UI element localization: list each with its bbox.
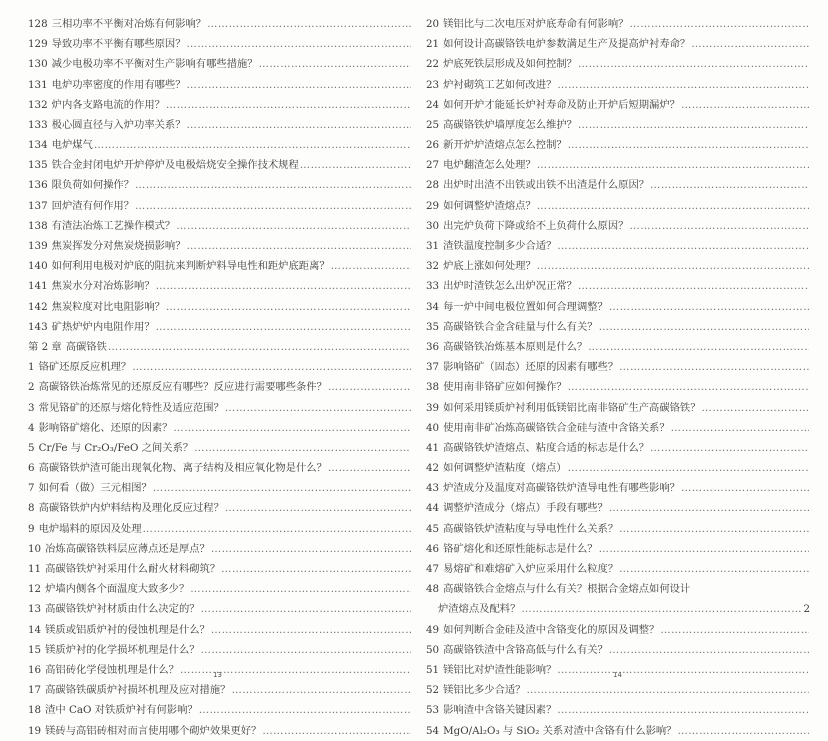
toc-entry[interactable] bbox=[426, 95, 810, 115]
toc-entry[interactable] bbox=[28, 519, 412, 539]
toc-entry[interactable] bbox=[426, 196, 810, 216]
dot-leader bbox=[568, 377, 809, 397]
toc-entry[interactable] bbox=[28, 176, 412, 196]
toc-entry[interactable] bbox=[426, 700, 810, 720]
toc-entry-number: 14 bbox=[28, 623, 42, 636]
toc-entry[interactable] bbox=[28, 559, 412, 579]
toc-entry-title: 如何看（做）三元相图？ bbox=[38, 482, 152, 495]
toc-entry-number: 22 bbox=[426, 58, 440, 71]
toc-entry-title: 影响渣中含铬关键因素？ bbox=[443, 704, 557, 717]
toc-entry-number: 12 bbox=[28, 583, 42, 596]
toc-entry-title: 电炉煤气 bbox=[51, 139, 93, 152]
dot-leader bbox=[187, 236, 411, 256]
dot-leader bbox=[599, 539, 809, 559]
dot-leader bbox=[201, 640, 411, 660]
toc-entry-title: 影响铬矿熔化、还原的因素？ bbox=[38, 421, 173, 434]
toc-entry-title: 使用南非矿冶炼高碳铬铁合金硅与渣中含铬关系？ bbox=[443, 421, 670, 434]
toc-entry-title: 高碳铬铁炉衬材质由什么决定的？ bbox=[45, 603, 200, 616]
toc-entry-number: 16 bbox=[28, 663, 42, 676]
toc-entry[interactable] bbox=[28, 620, 412, 640]
toc-entry-number: 54 bbox=[426, 724, 440, 737]
toc-entry[interactable] bbox=[426, 640, 810, 660]
toc-entry[interactable] bbox=[28, 14, 412, 34]
toc-entry-title: 如何调整炉渣粘度（熔点） bbox=[443, 462, 567, 475]
toc-entry-number: 53 bbox=[426, 704, 440, 717]
dot-leader bbox=[557, 700, 809, 720]
toc-entry-title: 电炉功率密度的作用有哪些？ bbox=[51, 78, 186, 91]
toc-entry-title: 焦炭挥发分对焦炭烧损影响？ bbox=[51, 240, 186, 253]
toc-entry-number: 46 bbox=[426, 542, 440, 555]
toc-entry[interactable] bbox=[28, 721, 412, 741]
dot-leader bbox=[166, 95, 411, 115]
toc-entry-title: 焦炭水分对冶炼影响？ bbox=[51, 280, 155, 293]
toc-entry-title: 铁合金封闭电炉开炉停炉及电极焙烧安全操作技术规程 bbox=[51, 159, 299, 172]
toc-entry-number: 143 bbox=[28, 320, 48, 333]
toc-entry-number: 44 bbox=[426, 502, 440, 515]
toc-entry-number: 25 bbox=[426, 118, 440, 131]
dot-leader bbox=[526, 680, 809, 700]
left-page-toc bbox=[28, 14, 412, 741]
toc-entry-title: 高碳铬铁炉渣熔点、粘度合适的标志是什么？ bbox=[443, 441, 650, 454]
toc-entry[interactable] bbox=[28, 317, 412, 337]
dot-leader bbox=[156, 276, 411, 296]
toc-entry-title: 高碳铬铁合金含硅量与什么有关？ bbox=[443, 320, 598, 333]
dot-leader bbox=[194, 438, 411, 458]
dot-leader bbox=[578, 54, 809, 74]
dot-leader bbox=[262, 721, 411, 741]
toc-entry[interactable] bbox=[426, 176, 810, 196]
toc-entry-number: 48 bbox=[426, 583, 440, 596]
dot-leader bbox=[331, 256, 411, 276]
toc-entry-title: 矿热炉炉内电阻作用？ bbox=[51, 320, 155, 333]
dot-leader bbox=[671, 418, 809, 438]
dot-leader bbox=[537, 155, 809, 175]
dot-leader bbox=[578, 276, 809, 296]
toc-entry[interactable] bbox=[426, 620, 810, 640]
toc-entry[interactable] bbox=[28, 458, 412, 478]
dot-leader bbox=[537, 256, 809, 276]
toc-entry[interactable] bbox=[426, 499, 810, 519]
toc-entry-number: 140 bbox=[28, 260, 48, 273]
dot-leader bbox=[259, 54, 411, 74]
toc-entry-title: 高碳铬铁炉渣可能出现氧化物、离子结构及相应氧化物是什么？ bbox=[38, 462, 327, 475]
toc-entry-number: 32 bbox=[426, 260, 440, 273]
toc-entry-title: 炉渣成分及温度对高碳铬铁炉渣导电性有哪些影响？ bbox=[443, 482, 680, 495]
dot-leader bbox=[609, 297, 809, 317]
dot-leader bbox=[231, 680, 411, 700]
toc-entry[interactable] bbox=[28, 337, 412, 357]
toc-entry[interactable] bbox=[28, 700, 412, 720]
toc-entry-title: MgO/Al₂O₃ 与 SiO₂ 关系对渣中含铬有什么影响？ bbox=[443, 724, 677, 737]
toc-entry[interactable] bbox=[426, 377, 810, 397]
toc-entry-title: 电炉翻渣怎么处理？ bbox=[443, 159, 536, 172]
toc-entry-title: 高碳铬铁冶炼常见的还原反应有哪些？反应进行需要哪些条件？ bbox=[38, 381, 327, 394]
toc-entry[interactable] bbox=[28, 115, 412, 135]
toc-entry[interactable] bbox=[28, 75, 412, 95]
toc-entry-number: 10 bbox=[28, 542, 42, 555]
toc-entry-number: 9 bbox=[28, 522, 35, 535]
dot-leader bbox=[153, 478, 411, 498]
toc-entry-title: 炉墙内侧各个面温度大致多少？ bbox=[45, 583, 190, 596]
toc-entry-number: 39 bbox=[426, 401, 440, 414]
dot-leader bbox=[94, 135, 411, 155]
toc-entry[interactable] bbox=[426, 579, 810, 599]
dot-leader bbox=[578, 115, 809, 135]
toc-entry-number: 133 bbox=[28, 118, 48, 131]
toc-entry-title: 炉衬砌筑工艺如何改进？ bbox=[443, 78, 557, 91]
dot-leader bbox=[132, 357, 411, 377]
toc-entry-title: 镁砖与高铝砖相对而言使用哪个砌炉效果更好？ bbox=[45, 724, 262, 737]
toc-entry-title: 有渣法冶炼工艺操作模式？ bbox=[51, 219, 176, 232]
toc-entry-title: 常见铬矿的还原与熔化特性及适应范围？ bbox=[38, 401, 224, 414]
dot-leader bbox=[681, 95, 809, 115]
dot-leader bbox=[166, 297, 411, 317]
toc-entry-title: 炉渣熔点及配料？ bbox=[438, 603, 521, 616]
dot-leader bbox=[187, 115, 411, 135]
dot-leader bbox=[225, 499, 411, 519]
toc-entry-number: 37 bbox=[426, 361, 440, 374]
toc-entry-number: 47 bbox=[426, 563, 440, 576]
toc-entry-title: 渣中 CaO 对铁质炉衬有何影响？ bbox=[45, 704, 198, 717]
toc-entry-title: 高碳铬铁渣中含铬高低与什么有关？ bbox=[443, 643, 608, 656]
toc-entry-title: 导致功率不平衡有哪些原因？ bbox=[51, 38, 186, 51]
dot-leader bbox=[557, 75, 809, 95]
toc-entry-number: 29 bbox=[426, 199, 440, 212]
toc-entry-number: 139 bbox=[28, 240, 48, 253]
dot-leader bbox=[173, 418, 411, 438]
dot-leader bbox=[609, 499, 809, 519]
toc-entry-number: 11 bbox=[28, 563, 42, 576]
toc-entry-number: 13 bbox=[28, 603, 42, 616]
toc-entry-number: 138 bbox=[28, 219, 48, 232]
toc-entry-number: 2 bbox=[28, 381, 35, 394]
toc-entry-title: 镁铝比对炉渣性能影响？ bbox=[443, 663, 557, 676]
toc-entry[interactable] bbox=[28, 236, 412, 256]
toc-entry-title: 如何利用电极对炉底的阻抗来判断炉料导电性和距炉底距离？ bbox=[51, 260, 330, 273]
dot-leader bbox=[568, 458, 809, 478]
toc-entry[interactable] bbox=[426, 115, 810, 135]
toc-entry-title: 铬矿熔化和还原性能标志是什么？ bbox=[443, 542, 598, 555]
dot-leader bbox=[135, 176, 411, 196]
dot-leader bbox=[650, 176, 809, 196]
toc-entry-number: 27 bbox=[426, 159, 440, 172]
toc-entry-title: 镁铝比与二次电压对炉底寿命有何影响？ bbox=[443, 17, 629, 30]
toc-entry-number: 137 bbox=[28, 199, 48, 212]
toc-entry[interactable] bbox=[28, 95, 412, 115]
toc-entry-title: 出炉时出渣不出铁或出铁不出渣是什么原因？ bbox=[443, 179, 650, 192]
toc-entry[interactable] bbox=[426, 418, 810, 438]
dot-leader bbox=[143, 519, 411, 539]
toc-entry[interactable] bbox=[28, 539, 412, 559]
toc-entry-title: 炉内各支路电流的作用？ bbox=[51, 98, 165, 111]
toc-entry-number: 50 bbox=[426, 643, 440, 656]
toc-entry[interactable] bbox=[426, 34, 810, 54]
toc-entry-title: 高铝砖化学侵蚀机理是什么？ bbox=[45, 663, 179, 676]
toc-entry[interactable] bbox=[426, 478, 810, 498]
toc-entry-title: 炉底死铁层形成及如何控制？ bbox=[443, 58, 577, 71]
toc-entry[interactable] bbox=[28, 54, 412, 74]
toc-entry[interactable] bbox=[28, 579, 412, 599]
toc-entry-title: 如何开炉才能延长炉衬寿命及防止开炉后短期漏炉？ bbox=[443, 98, 680, 111]
toc-entry[interactable] bbox=[28, 398, 412, 418]
dot-leader bbox=[190, 579, 411, 599]
dot-leader bbox=[609, 640, 809, 660]
toc-entry-title: 回炉渣有何作用？ bbox=[51, 199, 135, 212]
toc-entry[interactable] bbox=[426, 256, 810, 276]
toc-entry-number: 19 bbox=[28, 724, 42, 737]
toc-entry[interactable] bbox=[28, 256, 412, 276]
toc-entry-title: 高碳铬铁碳质炉衬损坏机理及应对措施？ bbox=[45, 684, 231, 697]
toc-entry-number: 17 bbox=[28, 684, 42, 697]
toc-entry-number: 20 bbox=[426, 17, 440, 30]
toc-entry[interactable] bbox=[28, 438, 412, 458]
toc-entry-number: 1 bbox=[28, 361, 35, 374]
toc-entry-number: 7 bbox=[28, 482, 35, 495]
toc-entry[interactable] bbox=[426, 216, 810, 236]
dot-leader bbox=[187, 75, 411, 95]
toc-entry-title: 出炉时渣铁怎么出炉况正常？ bbox=[443, 280, 577, 293]
toc-entry-title: 镁质炉衬的化学损坏机理是什么？ bbox=[45, 643, 200, 656]
toc-entry-number: 5 bbox=[28, 441, 35, 454]
toc-entry[interactable] bbox=[28, 297, 412, 317]
toc-entry-number: 33 bbox=[426, 280, 440, 293]
dot-leader bbox=[201, 599, 411, 619]
toc-entry-title: 冶炼高碳铬铁料层应薄点还是厚点？ bbox=[45, 542, 210, 555]
dot-leader bbox=[225, 398, 411, 418]
toc-entry-number: 136 bbox=[28, 179, 48, 192]
toc-entry-number: 38 bbox=[426, 381, 440, 394]
toc-entry-number: 35 bbox=[426, 320, 440, 333]
toc-entry-number: 第 2 章 bbox=[28, 340, 62, 353]
toc-entry[interactable] bbox=[426, 135, 810, 155]
dot-leader bbox=[568, 135, 809, 155]
toc-entry[interactable] bbox=[28, 196, 412, 216]
dot-leader bbox=[660, 620, 809, 640]
toc-entry-number: 43 bbox=[426, 482, 440, 495]
toc-entry-title: Cr/Fe 与 Cr₂O₃/FeO 之间关系？ bbox=[38, 441, 194, 454]
toc-entry-number: 21 bbox=[426, 38, 440, 51]
dot-leader bbox=[557, 236, 809, 256]
toc-entry-number: 34 bbox=[426, 300, 440, 313]
toc-entry-number: 30 bbox=[426, 219, 440, 232]
toc-entry-title: 如何设计高碳铬铁电炉参数满足生产及提高炉衬寿命？ bbox=[443, 38, 691, 51]
toc-entry[interactable] bbox=[426, 155, 810, 175]
toc-entry-number: 24 bbox=[426, 98, 440, 111]
toc-entry[interactable] bbox=[426, 14, 810, 34]
dot-leader bbox=[207, 14, 411, 34]
toc-entry-number: 141 bbox=[28, 280, 48, 293]
dot-leader bbox=[619, 519, 809, 539]
toc-entry[interactable] bbox=[426, 337, 810, 357]
toc-entry[interactable] bbox=[28, 155, 412, 175]
toc-entry-title: 镁铝比多少合适？ bbox=[443, 684, 526, 697]
toc-entry[interactable] bbox=[28, 377, 412, 397]
dot-leader bbox=[681, 478, 809, 498]
toc-entry-title: 极心圆直径与入炉功率关系？ bbox=[51, 118, 186, 131]
dot-leader bbox=[328, 458, 411, 478]
dot-leader bbox=[328, 377, 411, 397]
dot-leader bbox=[176, 216, 411, 236]
toc-entry-title: 限负荷如何操作？ bbox=[51, 179, 135, 192]
toc-entry-title: 调整炉渣成分（熔点）手段有哪些？ bbox=[443, 502, 608, 515]
toc-entry-title: 如何判断合金硅及渣中含铬变化的原因及调整？ bbox=[443, 623, 660, 636]
toc-entry-title: 渣铁温度控制多少合适？ bbox=[443, 240, 557, 253]
toc-entry-number: 40 bbox=[426, 421, 440, 434]
toc-entry[interactable] bbox=[426, 75, 810, 95]
toc-entry[interactable] bbox=[28, 418, 412, 438]
toc-entry-number: 4 bbox=[28, 421, 35, 434]
toc-entry-number: 45 bbox=[426, 522, 440, 535]
toc-entry[interactable] bbox=[426, 559, 810, 579]
toc-entry-number: 132 bbox=[28, 98, 48, 111]
toc-entry-title: 新开炉炉渣熔点怎么控制？ bbox=[443, 139, 567, 152]
dot-leader bbox=[156, 317, 411, 337]
toc-entry-number: 134 bbox=[28, 139, 48, 152]
toc-entry[interactable] bbox=[28, 499, 412, 519]
dot-leader bbox=[537, 196, 809, 216]
toc-entry-title: 高碳铬铁冶炼基本原则是什么？ bbox=[443, 340, 588, 353]
toc-entry[interactable] bbox=[426, 297, 810, 317]
toc-entry[interactable] bbox=[28, 34, 412, 54]
toc-entry[interactable] bbox=[426, 458, 810, 478]
toc-entry[interactable] bbox=[426, 54, 810, 74]
toc-entry-number: 51 bbox=[426, 663, 440, 676]
toc-entry[interactable] bbox=[426, 519, 810, 539]
dot-leader bbox=[650, 438, 809, 458]
toc-entry[interactable] bbox=[426, 357, 810, 377]
toc-entry-number: 15 bbox=[28, 643, 42, 656]
toc-entry-title: 高碳铬铁炉衬采用什么耐火材料砌筑？ bbox=[45, 563, 221, 576]
dot-leader bbox=[619, 559, 809, 579]
toc-entry[interactable] bbox=[28, 276, 412, 296]
toc-entry-number: 3 bbox=[28, 401, 35, 414]
left-page-number: 13 bbox=[213, 671, 222, 679]
toc-entry[interactable] bbox=[426, 276, 810, 296]
toc-entry-title: 炉底上涨如何处理？ bbox=[443, 260, 536, 273]
toc-entry-title: 三相功率不平衡对冶炼有何影响？ bbox=[51, 17, 207, 30]
toc-entry-title: 使用南非铬矿应如何操作？ bbox=[443, 381, 567, 394]
dot-leader bbox=[691, 34, 809, 54]
dot-leader bbox=[588, 337, 809, 357]
toc-entry[interactable] bbox=[28, 357, 412, 377]
toc-entry-number: 18 bbox=[28, 704, 42, 717]
toc-entry-number: 142 bbox=[28, 300, 48, 313]
dot-leader bbox=[557, 660, 809, 680]
dot-leader bbox=[629, 216, 809, 236]
toc-entry[interactable] bbox=[28, 135, 412, 155]
toc-entry-title: 影响铬矿（固态）还原的因素有哪些？ bbox=[443, 361, 619, 374]
toc-entry-title: 每一炉中间电极位置如何合理调整？ bbox=[443, 300, 608, 313]
toc-entry-title: 电炉塌料的原因及处理 bbox=[38, 522, 142, 535]
dot-leader bbox=[619, 357, 809, 377]
toc-entry[interactable] bbox=[426, 398, 810, 418]
toc-entry[interactable] bbox=[426, 438, 810, 458]
toc-entry-number: 49 bbox=[426, 623, 440, 636]
toc-entry-page: 2 bbox=[803, 603, 810, 616]
toc-entry-title: 如何采用镁质炉衬利用低镁铝比南非铬矿生产高碳铬铁？ bbox=[443, 401, 701, 414]
dot-leader bbox=[300, 155, 411, 175]
toc-entry[interactable] bbox=[28, 216, 412, 236]
dot-leader bbox=[211, 539, 411, 559]
toc-entry-number: 23 bbox=[426, 78, 440, 91]
toc-entry[interactable] bbox=[426, 680, 810, 700]
dot-leader bbox=[199, 700, 411, 720]
toc-entry-title: 高碳铬铁炉墙厚度怎么维护？ bbox=[443, 118, 577, 131]
toc-entry-title: 易熔矿和难熔矿入炉应采用什么粒度？ bbox=[443, 563, 619, 576]
dot-leader bbox=[187, 34, 411, 54]
toc-entry[interactable] bbox=[426, 599, 810, 619]
dot-leader bbox=[135, 196, 411, 216]
toc-entry-title: 高碳铬铁炉内炉料结构及理化反应过程？ bbox=[38, 502, 224, 515]
toc-entry-title: 高碳铬铁合金熔点与什么有关？根据合金熔点如何设计 bbox=[443, 583, 691, 596]
toc-entry-number: 28 bbox=[426, 179, 440, 192]
dot-leader bbox=[599, 317, 809, 337]
toc-entry-number: 135 bbox=[28, 159, 48, 172]
toc-entry[interactable] bbox=[28, 478, 412, 498]
toc-entry-title: 焦炭粒度对比电阻影响？ bbox=[51, 300, 165, 313]
toc-entry-number: 36 bbox=[426, 340, 440, 353]
toc-entry-title: 如何调整炉渣熔点？ bbox=[443, 199, 536, 212]
dot-leader bbox=[629, 14, 809, 34]
toc-entry-title: 出完炉负荷下降或给不上负荷什么原因？ bbox=[443, 219, 629, 232]
toc-entry-title: 镁质或铝质炉衬的侵蚀机理是什么？ bbox=[45, 623, 210, 636]
toc-entry-number: 52 bbox=[426, 684, 440, 697]
right-page-toc bbox=[426, 14, 810, 741]
toc-entry-title: 高碳铬铁炉渣粘度与导电性什么关系？ bbox=[443, 522, 619, 535]
toc-entry-title: 高碳铬铁 bbox=[65, 340, 107, 353]
toc-entry-number: 26 bbox=[426, 139, 440, 152]
toc-entry-number: 129 bbox=[28, 38, 48, 51]
toc-entry[interactable] bbox=[28, 680, 412, 700]
toc-entry-number: 8 bbox=[28, 502, 35, 515]
dot-leader bbox=[221, 559, 411, 579]
dot-leader bbox=[521, 599, 802, 619]
toc-entry[interactable] bbox=[426, 236, 810, 256]
toc-entry[interactable] bbox=[28, 599, 412, 619]
toc-entry-number: 31 bbox=[426, 240, 440, 253]
dot-leader bbox=[677, 721, 809, 741]
toc-entry-number: 41 bbox=[426, 441, 440, 454]
toc-entry[interactable] bbox=[426, 721, 810, 741]
dot-leader bbox=[211, 620, 411, 640]
right-page-number: 14 bbox=[613, 671, 622, 679]
toc-entry-number: 131 bbox=[28, 78, 48, 91]
toc-entry[interactable] bbox=[426, 539, 810, 559]
dot-leader bbox=[702, 398, 809, 418]
toc-entry-number: 130 bbox=[28, 58, 48, 71]
toc-entry-number: 128 bbox=[28, 17, 48, 30]
toc-entry-title: 减少电极功率不平衡对生产影响有哪些措施？ bbox=[51, 58, 258, 71]
dot-leader bbox=[108, 337, 411, 357]
toc-entry[interactable] bbox=[426, 317, 810, 337]
toc-entry-number: 6 bbox=[28, 462, 35, 475]
toc-entry[interactable] bbox=[28, 640, 412, 660]
toc-entry-number: 42 bbox=[426, 462, 440, 475]
toc-entry-title: 铬矿还原反应机理？ bbox=[38, 361, 132, 374]
